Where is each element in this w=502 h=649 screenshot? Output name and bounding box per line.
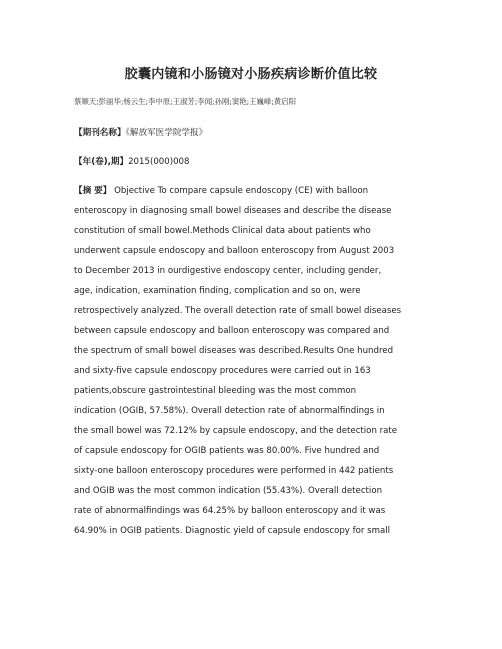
abstract-block <box>74 181 430 541</box>
author-list: 蔡顺天;彭丽华;杨云生;李中原;王淑芳;李闻;孙刚;窦艳;王巍峰;黄启阳 <box>74 97 296 106</box>
abstract-line: patients,obscure gastrointestinal bleeding was the most common <box>74 386 357 396</box>
issue-value: 2015(000)008 <box>128 157 190 167</box>
abstract-line: Objective To compare capsule endoscopy (CE) with balloon <box>114 186 369 196</box>
abstract-line: of capsule endoscopy for OGIB patients was 80.00%. Five hundred and <box>74 446 380 456</box>
abstract-line: 64.90% in OGIB patients. Diagnostic yield of capsule endoscopy for small <box>74 526 391 536</box>
abstract-line: rate of abnormalfindings was 64.25% by balloon enteroscopy and it was <box>74 506 386 516</box>
abstract-line: and OGIB was the most common indication (55.43%). Overall detection <box>74 486 383 496</box>
issue-row <box>74 155 189 167</box>
abstract-line: the spectrum of small bowel diseases was described.Results One hundred <box>74 346 394 356</box>
journal-name-value: 《解放军医学院学报》 <box>125 128 208 138</box>
abstract-line: the small bowel was 72.12% by capsule endoscopy, and the detection rate <box>74 426 398 436</box>
journal-name-label: 【期刊名称】 <box>74 128 126 138</box>
abstract-line: indication (OGIB, 57.58%). Overall detection rate of abnormalfindings in <box>74 406 385 416</box>
abstract-line: constitution of small bowel.Methods Clinical data about patients who <box>74 226 371 236</box>
abstract-line: to December 2013 in ourdigestive endoscopy center, including gender, <box>74 266 382 276</box>
abstract-line: retrospectively analyzed. The overall detection rate of small bowel diseases <box>74 306 402 316</box>
article-title: 胶囊内镜和小肠镜对小肠疾病诊断价值比较 <box>124 67 378 82</box>
abstract-first-line <box>74 181 430 201</box>
abstract-label: 【摘 要】 <box>74 186 112 196</box>
abstract-line: enteroscopy in diagnosing small bowel diseases and describe the disease <box>74 206 392 216</box>
abstract-line: sixty-one balloon enteroscopy procedures were performed in 442 patients <box>74 466 394 476</box>
abstract-line: underwent capsule endoscopy and balloon enteroscopy from August 2003 <box>74 246 395 256</box>
abstract-line: age, indication, examination finding, complication and so on, were <box>74 286 361 296</box>
journal-name-row <box>74 126 207 138</box>
abstract-line: and sixty-five capsule endoscopy procedures were carried out in 163 <box>74 366 371 376</box>
abstract-line: between capsule endoscopy and balloon enteroscopy was compared and <box>74 326 390 336</box>
issue-label: 【年(卷),期】 <box>74 157 129 167</box>
